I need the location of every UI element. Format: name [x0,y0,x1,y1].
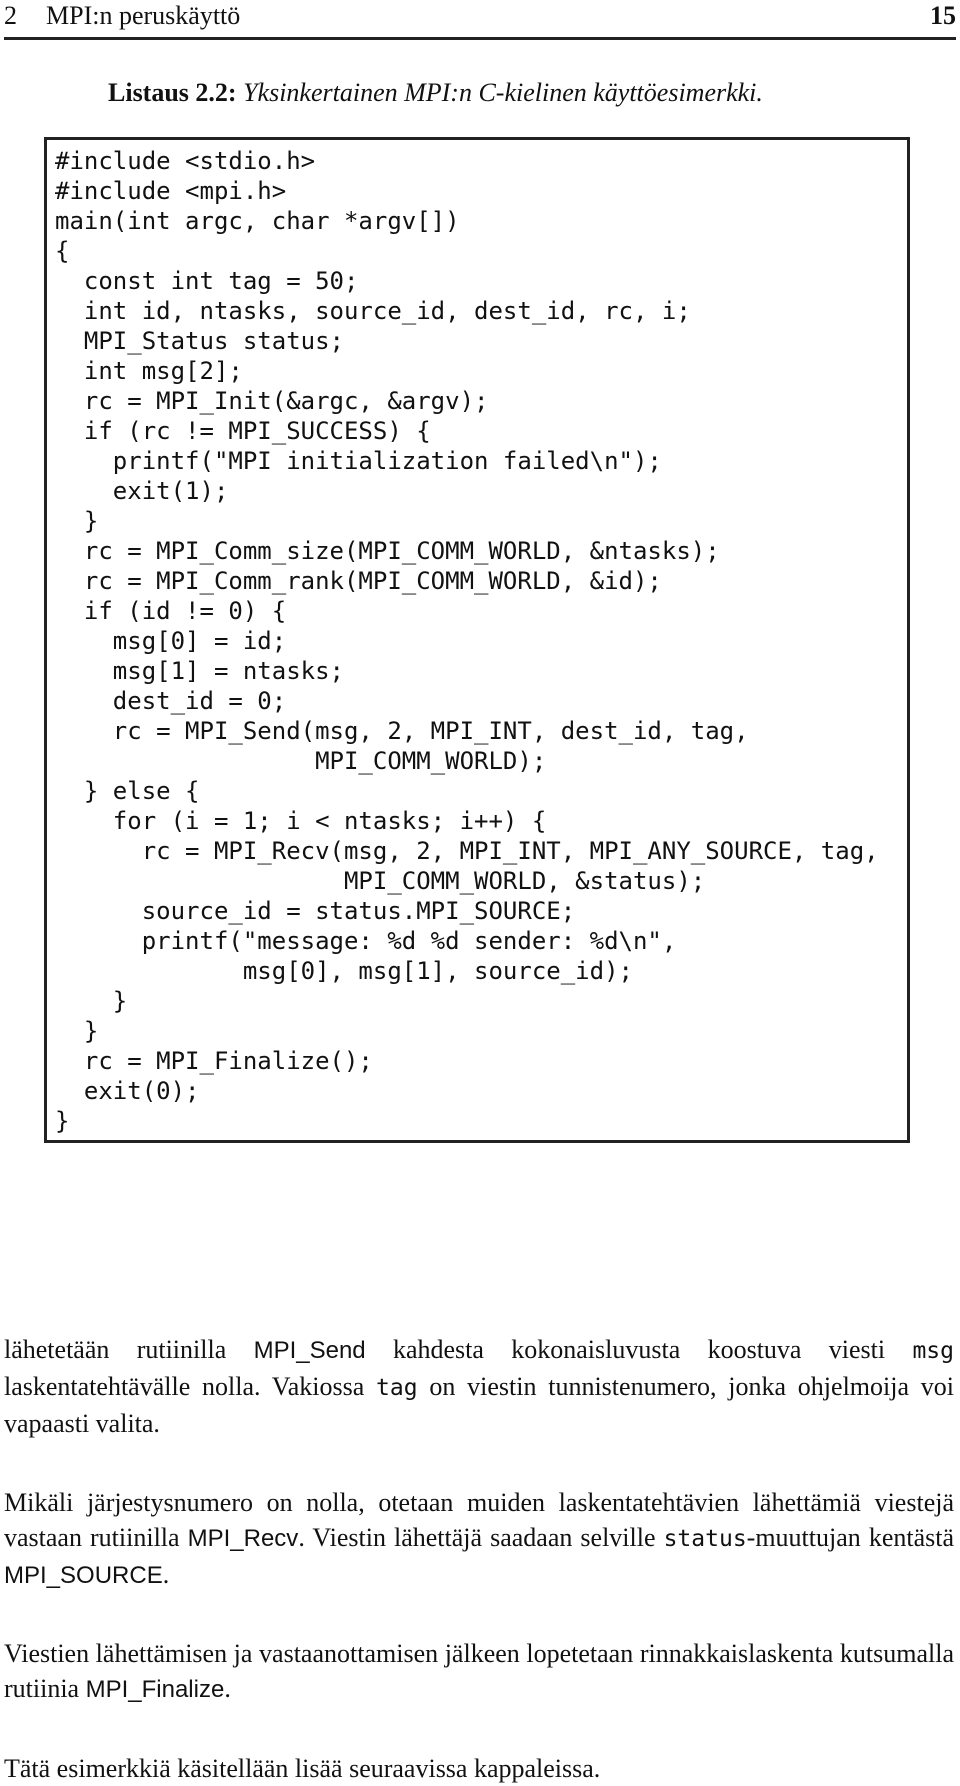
code-line: msg[1] = ntasks; [55,657,344,685]
code-line: } [55,987,128,1015]
section-number: 2 [4,1,17,30]
paragraph-text: laskentatehtävälle nolla. Vakiossa [4,1372,377,1401]
paragraph-text: on viestin tunnistenumero, jonka ohjelmoija voi vapaasti valita. [4,1372,954,1438]
listing-label: Listaus 2.2: [108,78,237,107]
code-line: rc = MPI_Comm_size(MPI_COMM_WORLD, &ntasks); [55,537,720,565]
listing-caption [108,76,763,110]
code-line: rc = MPI_Finalize(); [55,1047,373,1075]
code-listing-box [44,137,910,1143]
paragraph-mpi-finalize [4,1636,954,1707]
paragraph-closing [4,1751,954,1786]
code-line: dest_id = 0; [55,687,287,715]
paragraph-mpi-send [4,1332,954,1441]
inline-function-name: MPI_Finalize [85,1676,225,1703]
code-line: main(int argc, char *argv[]) [55,207,460,235]
code-line: MPI_COMM_WORLD, &status); [55,867,706,895]
code-line: MPI_COMM_WORLD); [55,747,547,775]
code-line: #include <stdio.h> [55,147,316,175]
inline-function-name: MPI_Recv [187,1525,299,1552]
inline-code: status [663,1526,747,1552]
code-line: rc = MPI_Init(&argc, &argv); [55,387,489,415]
code-line: int id, ntasks, source_id, dest_id, rc, i; [55,297,691,325]
paragraph-text: Mikäli järjestysnumero on nolla, otetaan muiden laskentatehtävien lähettämiä viestejä vastaan rutiinilla [4,1488,954,1552]
code-line: rc = MPI_Recv(msg, 2, MPI_INT, MPI_ANY_SOURCE, tag, [55,837,879,865]
inline-function-name: MPI_SOURCE [4,1562,163,1589]
paragraph-text: -muuttujan kentästä [746,1523,955,1552]
code-line: } [55,1017,99,1045]
code-line: exit(1); [55,477,229,505]
listing-caption-text: Yksinkertainen MPI:n C-kielinen käyttöesimerkki. [243,78,763,107]
code-line: #include <mpi.h> [55,177,287,205]
code-line: if (rc != MPI_SUCCESS) { [55,417,431,445]
code-line: source_id = status.MPI_SOURCE; [55,897,576,925]
inline-code: tag [376,1375,418,1401]
running-head [4,0,956,36]
code-line: rc = MPI_Send(msg, 2, MPI_INT, dest_id, tag, [55,717,749,745]
code-line: MPI_Status status; [55,327,344,355]
inline-function-name: MPI_Send [253,1337,366,1364]
paragraph-text: kahdesta kokonaisluvusta koostuva viesti [365,1335,913,1364]
chapter-title: MPI:n peruskäyttö [46,1,241,30]
code-line: printf("MPI initialization failed\n"); [55,447,662,475]
inline-code: msg [912,1338,954,1364]
paragraph-text: Viestien lähettämisen ja vastaanottamisen jälkeen lopetetaan rinnakkaislaskenta kutsumalla rutiinia [4,1639,954,1703]
code-line: if (id != 0) { [55,597,287,625]
code-line: } [55,507,99,535]
paragraph-text: . [224,1674,231,1703]
code-line: msg[0] = id; [55,627,287,655]
code-line: { [55,237,70,265]
code-line: printf("message: %d %d sender: %d\n", [55,927,677,955]
code-line: } [55,1107,70,1135]
code-listing [55,146,879,1136]
code-line: const int tag = 50; [55,267,359,295]
header-rule [4,37,956,40]
paragraph-text: . [162,1560,170,1589]
paragraph-text: lähetetään rutiinilla [4,1335,254,1364]
code-line: } else { [55,777,200,805]
code-line: int msg[2]; [55,357,243,385]
code-line: rc = MPI_Comm_rank(MPI_COMM_WORLD, &id); [55,567,662,595]
paragraph-mpi-recv [4,1485,954,1593]
code-line: msg[0], msg[1], source_id); [55,957,633,985]
page-number: 15 [930,1,956,30]
code-line: for (i = 1; i < ntasks; i++) { [55,807,547,835]
code-line: exit(0); [55,1077,200,1105]
paragraph-text: . Viestin lähettäjä saadaan selville [298,1523,664,1552]
paragraph-text: Tätä esimerkkiä käsitellään lisää seuraavissa kappaleissa. [4,1754,601,1783]
